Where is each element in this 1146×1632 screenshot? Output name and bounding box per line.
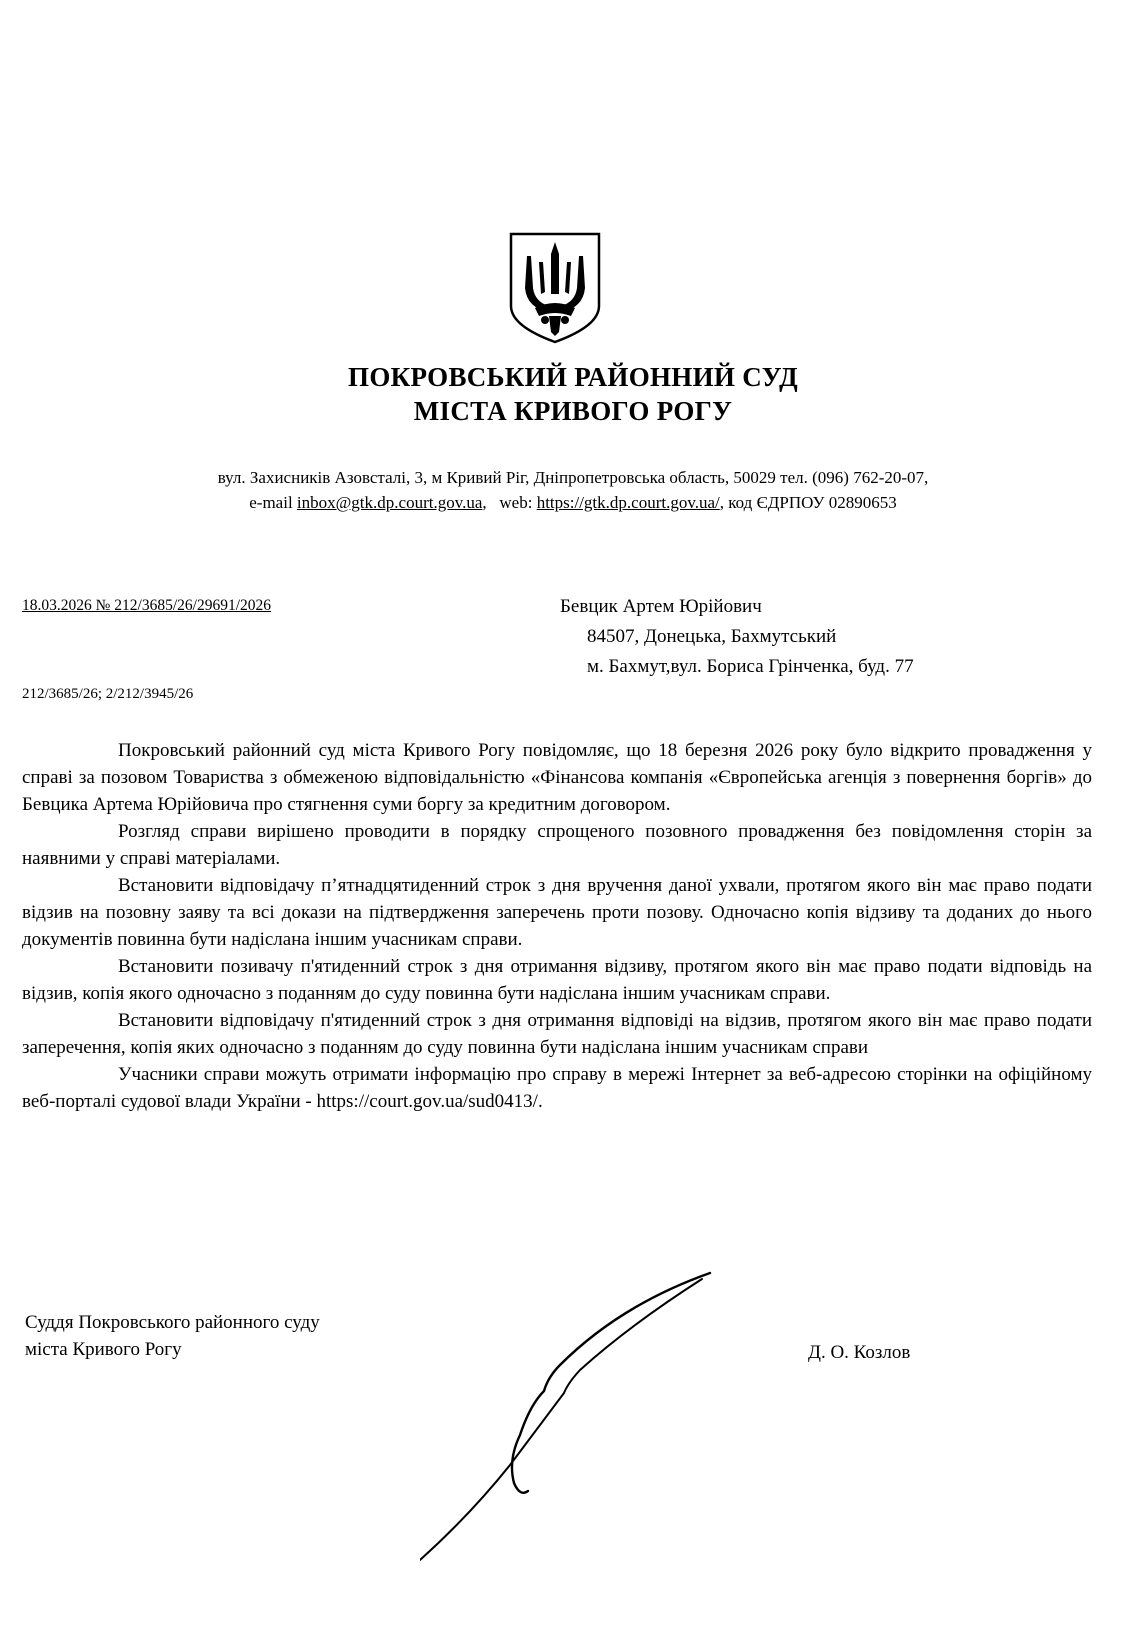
court-address: вул. Захисників Азовсталі, 3, м Кривий Ріг, Дніпропетровська область, 50029 тел. (096) 762-20-07, xyxy=(217,468,929,487)
paragraph-defendant-deadline: Встановити відповідачу п’ятнадцятиденний строк з дня вручення даної ухвали, протягом якого він має право подати відзив на позовну заяву та всі докази на підтвердження заперечень проти позову. Одночасно копія відзиву та доданих до нього документів повинна бути надіслана іншим учасникам справи. xyxy=(22,875,1092,950)
recipient-address-line2: м. Бахмут,вул. Бориса Грінченка, буд. 77 xyxy=(587,656,914,677)
ukraine-coat-of-arms-icon xyxy=(505,228,605,346)
court-name-line2: МІСТА КРИВОГО РОГУ xyxy=(413,396,733,426)
case-numbers: 212/3685/26; 2/212/3945/26 xyxy=(22,686,194,702)
web-link[interactable]: https://gtk.dp.court.gov.ua/ xyxy=(536,493,720,512)
letter-body xyxy=(22,737,1092,1115)
court-name-line1: ПОКРОВСЬКИЙ РАЙОННИЙ СУД xyxy=(348,362,798,392)
handwritten-signature-icon xyxy=(420,1265,740,1565)
judge-position-line2: міста Кривого Рогу xyxy=(25,1339,182,1360)
email-label: e-mail xyxy=(249,493,293,512)
paragraph-notice: Покровський районний суд міста Кривого Рогу повідомляє, що 18 березня 2026 року було відкрито провадження у справі за позовом Товариства з обмеженою відповідальністю «Фінансова компанія «Європейська агенція з повернення боргів» до Бевцика Артема Юрійовича про стягнення суми боргу за кредитним договором. xyxy=(22,740,1092,815)
web-label: web: xyxy=(499,493,533,512)
email-link[interactable]: inbox@gtk.dp.court.gov.ua xyxy=(296,493,483,512)
edrpou-code: код ЄДРПОУ 02890653 xyxy=(728,493,897,512)
outgoing-number: 18.03.2026 № 212/3685/26/29691/2026 xyxy=(22,597,272,614)
paragraph-procedure: Розгляд справи вирішено проводити в порядку спрощеного позовного провадження без повідомлення сторін за наявними у справі матеріалами. xyxy=(22,821,1092,869)
judge-position-line1: Суддя Покровського районного суду xyxy=(25,1312,320,1333)
court-contacts: e-mail inbox@gtk.dp.court.gov.ua, web: https://gtk.dp.court.gov.ua/, код ЄДРПОУ 02890653 xyxy=(249,493,897,512)
recipient-address-line1: 84507, Донецька, Бахмутський xyxy=(587,626,837,647)
paragraph-objection-deadline: Встановити відповідачу п'ятиденний строк з дня отримання відповіді на відзив, протягом якого він має право подати заперечення, копія яких одночасно з поданням до суду повинна бути надіслана іншим учасникам справи xyxy=(22,1010,1092,1058)
paragraph-info-portal: Учасники справи можуть отримати інформацію про справу в мережі Інтернет за веб-адресою сторінки на офіційному веб-порталі судової влади України - https://court.gov.ua/sud0413/. xyxy=(22,1064,1092,1112)
judge-name: Д. О. Козлов xyxy=(808,1342,911,1363)
recipient-name: Бевцик Артем Юрійович xyxy=(560,596,762,617)
paragraph-plaintiff-deadline: Встановити позивачу п'ятиденний строк з дня отримання відзиву, протягом якого він має право подати відповідь на відзив, копія якого одночасно з поданням до суду повинна бути надіслана іншим учасникам справи. xyxy=(22,956,1092,1004)
